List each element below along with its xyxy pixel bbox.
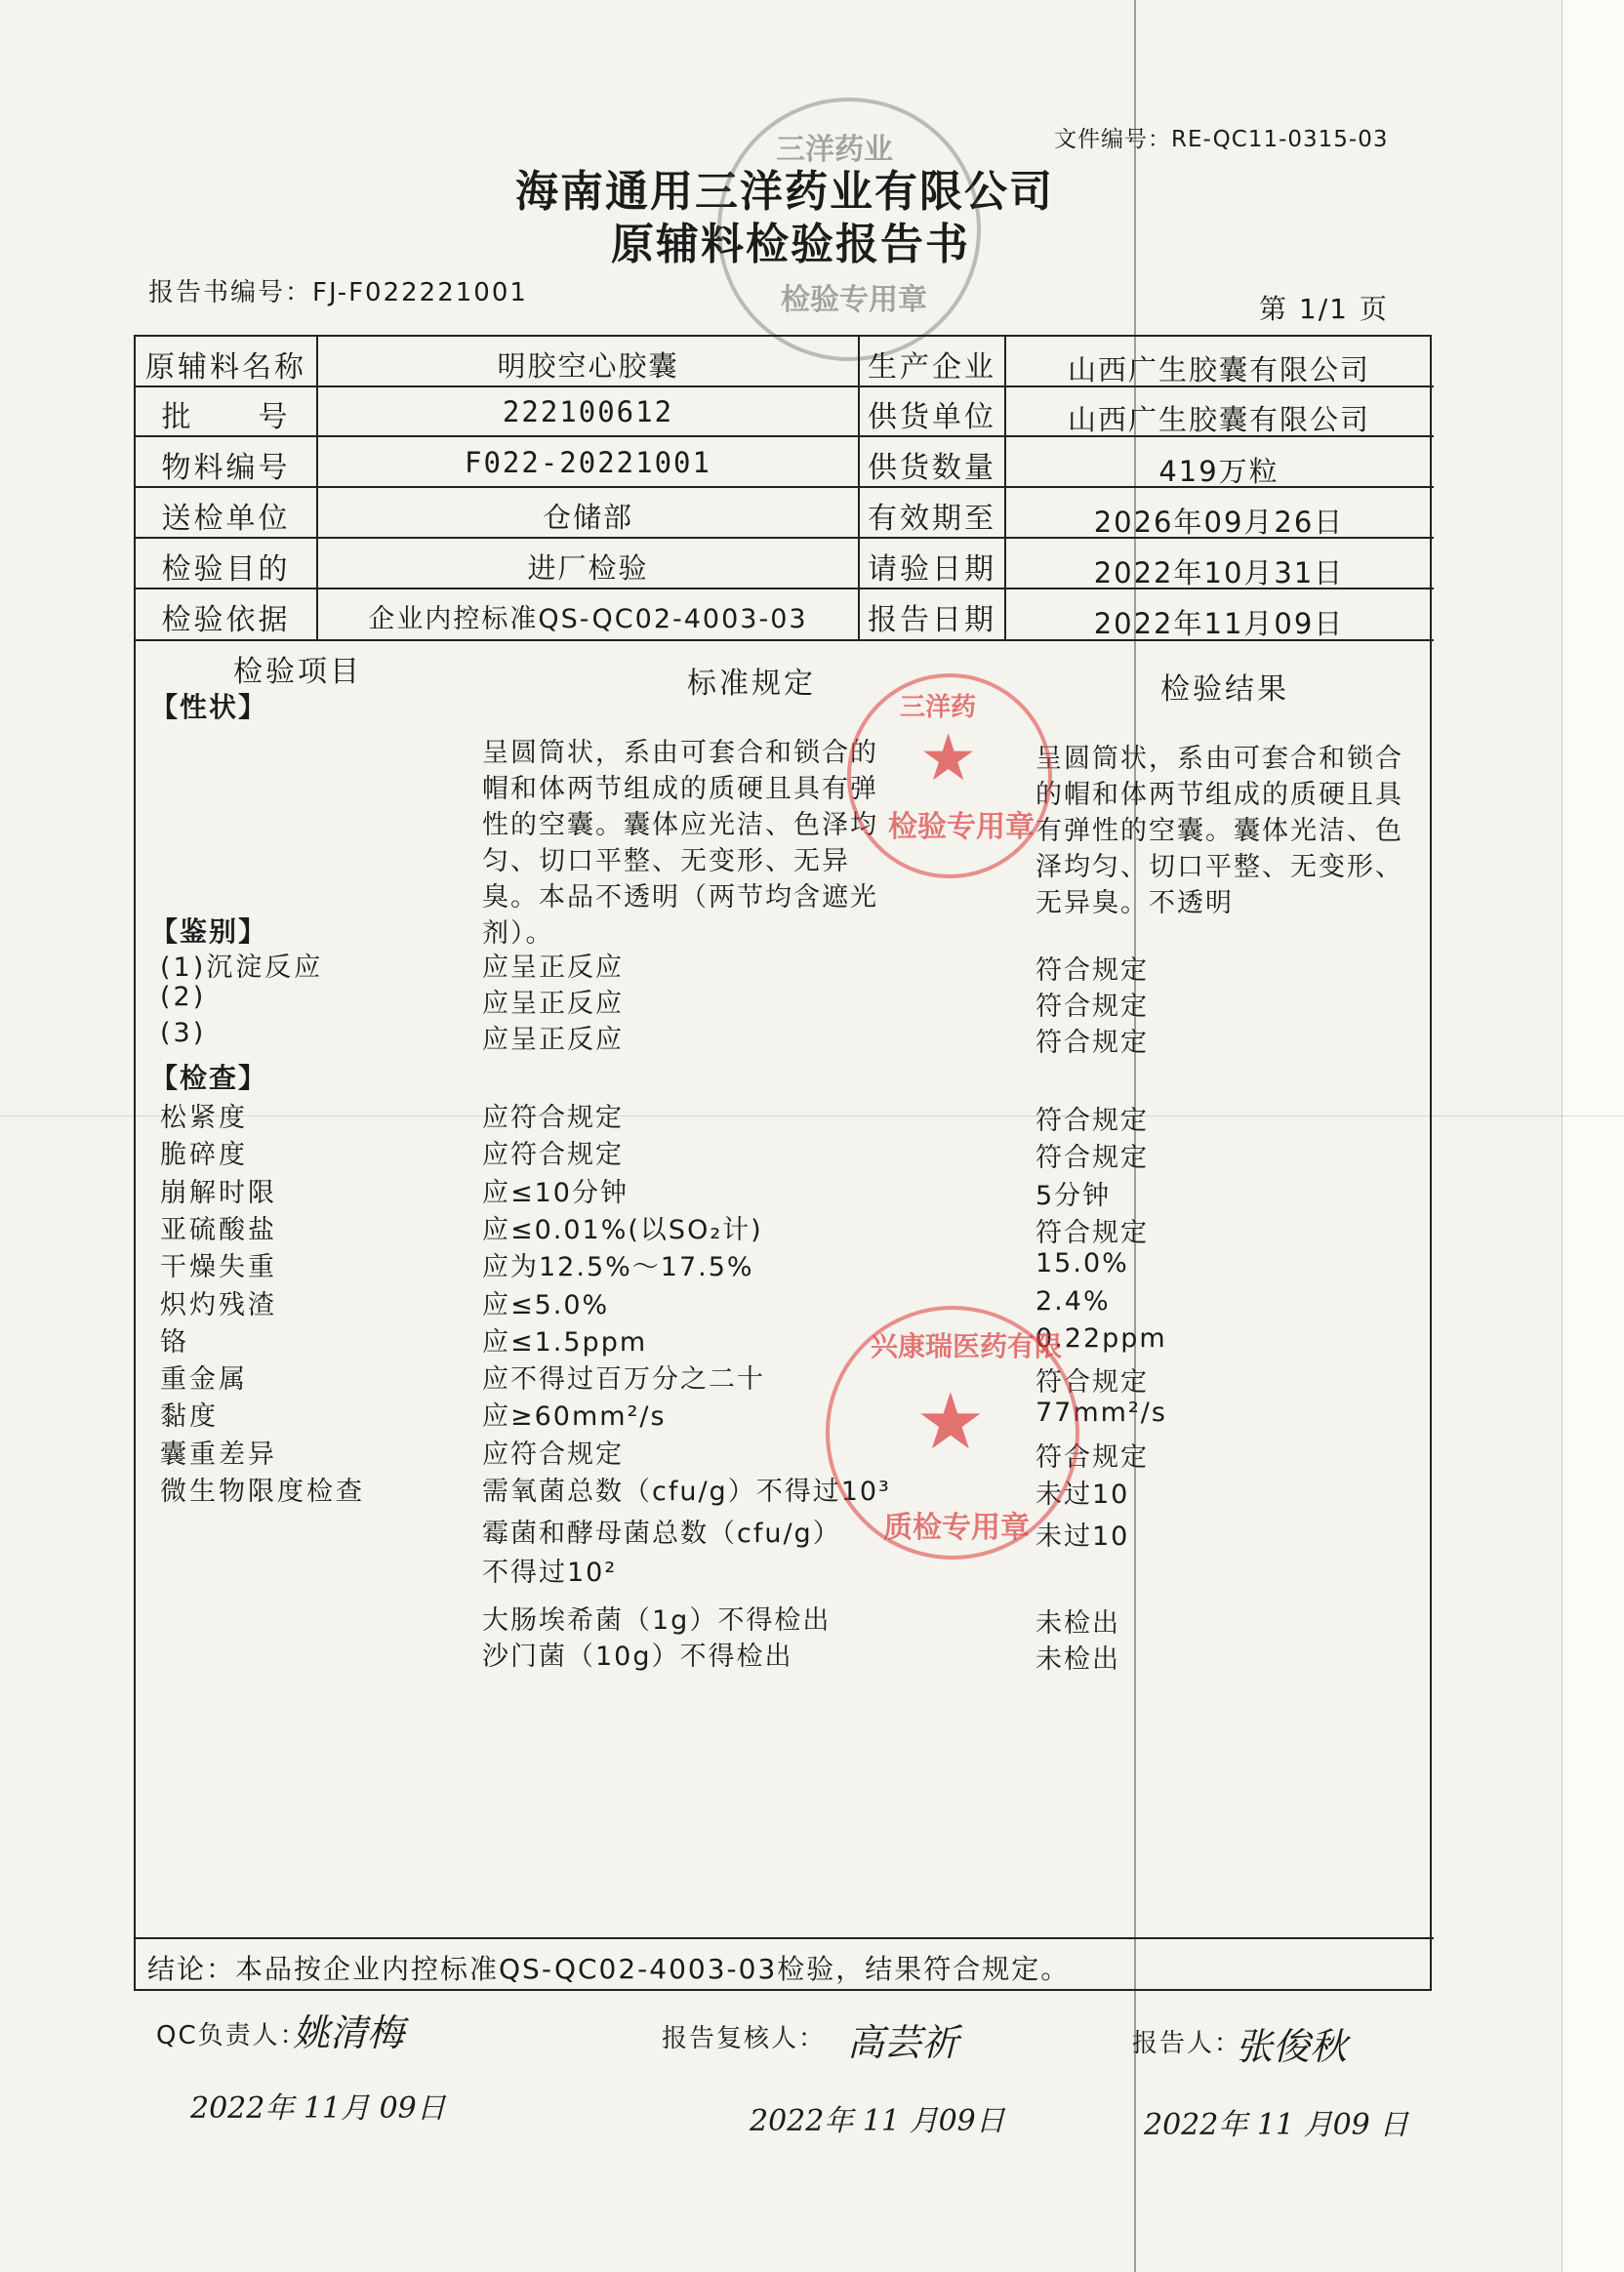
microbial-row-standard: 霉菌和酵母菌总数（cfu/g）: [482, 1519, 841, 1549]
inspection-row-standard: 应符合规定: [482, 1439, 624, 1470]
identification-row-standard: 应呈正反应: [482, 1025, 624, 1055]
column-header-standard: 标准规定: [687, 667, 816, 701]
inspection-row-result: 77mm²/s: [1035, 1398, 1167, 1429]
label-supplier: 供货单位: [868, 400, 996, 434]
value-material-name: 明胶空心胶囊: [497, 349, 679, 383]
identification-row-item-label: (3): [160, 1018, 207, 1048]
identification-row-result: 符合规定: [1035, 955, 1149, 986]
value-manufacturer: 山西广生胶囊有限公司: [1067, 353, 1370, 386]
label-material-code: 物料编号: [161, 451, 291, 485]
reporter-date: 2022年 11 月09 日: [1144, 2108, 1409, 2142]
inspection-row-item-label: 重金属: [160, 1364, 248, 1396]
conclusion: 结论：本品按企业内控标准QS-QC02-4003-03检验，结果符合规定。: [147, 1953, 1071, 1985]
microbial-row-standard: 不得过10²: [482, 1558, 618, 1588]
value-request-date: 2022年10月31日: [1093, 556, 1345, 589]
value-report-date: 2022年11月09日: [1093, 607, 1345, 640]
label-report-date: 报告日期: [868, 603, 996, 637]
identification-row-item-label: (1)沉淀反应: [160, 953, 324, 983]
page-indicator: 第 1/1 页: [1259, 293, 1389, 325]
inspection-row-standard: 应为12.5%～17.5%: [482, 1252, 754, 1283]
label-supply-quantity: 供货数量: [868, 451, 996, 485]
company-stamp-text-bottom: 检验专用章: [781, 283, 927, 317]
identification-row-standard: 应呈正反应: [482, 989, 624, 1019]
inspection-row-item-label: 崩解时限: [160, 1177, 277, 1208]
company-stamp-text-top: 三洋药业: [776, 133, 893, 167]
report-number: 报告书编号：FJ-F022221001: [148, 278, 528, 307]
red-stamp2-text-bottom: 质检专用章: [883, 1511, 1030, 1545]
label-submitting-unit: 送检单位: [161, 502, 291, 536]
value-material-code: F022-20221001: [465, 446, 711, 479]
company-name: 海南通用三洋药业有限公司: [515, 167, 1054, 217]
value-supply-quantity: 419万粒: [1158, 455, 1279, 488]
label-manufacturer: 生产企业: [868, 350, 996, 385]
inspection-row-item-label: 干燥失重: [160, 1252, 277, 1283]
microbial-row-result: 未检出: [1035, 1608, 1120, 1639]
reviewer-label: 报告复核人：: [662, 2024, 827, 2053]
qc-date: 2022年 11月 09日: [190, 2091, 446, 2126]
inspection-row-result: 0.22ppm: [1035, 1322, 1167, 1354]
red-stamp-text-top: 三洋药: [900, 693, 977, 722]
inspection-row-item-label: 炽灼残渣: [160, 1289, 277, 1320]
document-number: 文件编号：RE-QC11-0315-03: [1054, 127, 1389, 152]
reviewer-date: 2022年 11 月09日: [750, 2104, 1005, 2138]
identification-row-standard: 应呈正反应: [482, 953, 624, 983]
red-stamp-star-icon: ★: [919, 720, 978, 795]
qc-signature: 姚清梅: [293, 2011, 405, 2054]
label-batch-number: 批 号: [161, 400, 291, 434]
inspection-row-standard: 需氧菌总数（cfu/g）不得过10³: [482, 1477, 891, 1507]
value-inspection-purpose: 进厂检验: [527, 551, 649, 585]
microbial-row-standard: 大肠埃希菌（1g）不得检出: [482, 1605, 832, 1636]
inspection-row-result: 符合规定: [1035, 1367, 1149, 1399]
identification-row-result: 符合规定: [1035, 992, 1149, 1022]
inspection-row-result: 5分钟: [1035, 1180, 1112, 1211]
properties-standard: 呈圆筒状，系由可套合和锁合的帽和体两节组成的质硬且具有弹性的空囊。囊体应光洁、色泽均匀、切口平整、无变形、无异臭。本品不透明（两节均含遮光剂）。: [482, 738, 878, 949]
inspection-row-standard: 应≤5.0%: [482, 1289, 610, 1320]
label-inspection-purpose: 检验目的: [161, 552, 291, 587]
reporter-signature: 张俊秋: [1236, 2025, 1348, 2068]
inspection-row-item-label: 囊重差异: [160, 1439, 277, 1470]
red-stamp-text-bottom: 检验专用章: [888, 810, 1035, 844]
inspection-row-item-label: 脆碎度: [160, 1140, 248, 1171]
section-properties: 【性状】: [150, 691, 268, 723]
value-batch-number: 222100612: [502, 395, 674, 428]
inspection-row-standard: 应不得过百万分之二十: [482, 1364, 765, 1396]
inspection-row-result: 符合规定: [1035, 1143, 1149, 1174]
inspection-row-standard: 应≤0.01%(以SO₂计): [482, 1214, 763, 1245]
document-title: 原辅料检验报告书: [611, 220, 970, 269]
microbial-row-result: 未过10: [1035, 1521, 1130, 1552]
identification-row-item-label: (2): [160, 982, 207, 1012]
inspection-row-standard: 应≤1.5ppm: [482, 1326, 648, 1358]
inspection-row-item-label: 微生物限度检查: [160, 1477, 365, 1507]
reviewer-signature: 高芸祈: [847, 2021, 959, 2064]
inspection-row-standard: 应符合规定: [482, 1140, 624, 1171]
section-inspection: 【检查】: [150, 1062, 268, 1094]
report-table: [134, 335, 1432, 1991]
label-request-date: 请验日期: [868, 552, 996, 587]
value-expiry-date: 2026年09月26日: [1093, 506, 1345, 539]
column-header-result: 检验结果: [1160, 672, 1289, 707]
qc-label: QC负责人：: [156, 2021, 307, 2050]
identification-row-result: 符合规定: [1035, 1028, 1149, 1058]
scanner-edge: [1562, 0, 1624, 2272]
value-submitting-unit: 仓储部: [542, 501, 633, 534]
inspection-row-result: 符合规定: [1035, 1441, 1149, 1473]
value-inspection-basis: 企业内控标准QS-QC02-4003-03: [368, 604, 808, 634]
label-inspection-basis: 检验依据: [161, 603, 291, 637]
value-supplier: 山西广生胶囊有限公司: [1067, 403, 1370, 436]
inspection-row-result: 2.4%: [1035, 1285, 1111, 1317]
inspection-row-item-label: 黏度: [160, 1401, 219, 1433]
inspection-row-item-label: 松紧度: [160, 1103, 248, 1133]
section-identification: 【鉴别】: [150, 915, 268, 948]
inspection-row-standard: 应符合规定: [482, 1103, 624, 1133]
label-material-name: 原辅料名称: [145, 350, 306, 385]
red-stamp2-text-top: 兴康瑞医药有限: [871, 1330, 1063, 1362]
microbial-row-standard: 沙门菌（10g）不得检出: [482, 1642, 793, 1672]
inspection-row-result: 符合规定: [1035, 1217, 1149, 1248]
inspection-row-standard: 应≤10分钟: [482, 1177, 629, 1208]
inspection-row-result: 未过10: [1035, 1480, 1130, 1510]
inspection-row-result: 15.0%: [1035, 1248, 1129, 1279]
column-header-item: 检验项目: [233, 655, 362, 689]
inspection-row-item-label: 亚硫酸盐: [160, 1214, 277, 1245]
properties-result: 呈圆筒状，系由可套合和锁合的帽和体两节组成的质硬且具有弹性的空囊。囊体光洁、色泽均匀、切口平整、无变形、无异臭。不透明: [1035, 744, 1403, 918]
red-stamp2-star-icon: ★: [915, 1376, 986, 1467]
inspection-row-standard: 应≥60mm²/s: [482, 1401, 667, 1433]
inspection-row-item-label: 铬: [160, 1326, 189, 1358]
reporter-label: 报告人：: [1132, 2029, 1242, 2058]
label-expiry-date: 有效期至: [868, 502, 996, 536]
inspection-row-result: 符合规定: [1035, 1106, 1149, 1136]
microbial-row-result: 未检出: [1035, 1644, 1120, 1675]
